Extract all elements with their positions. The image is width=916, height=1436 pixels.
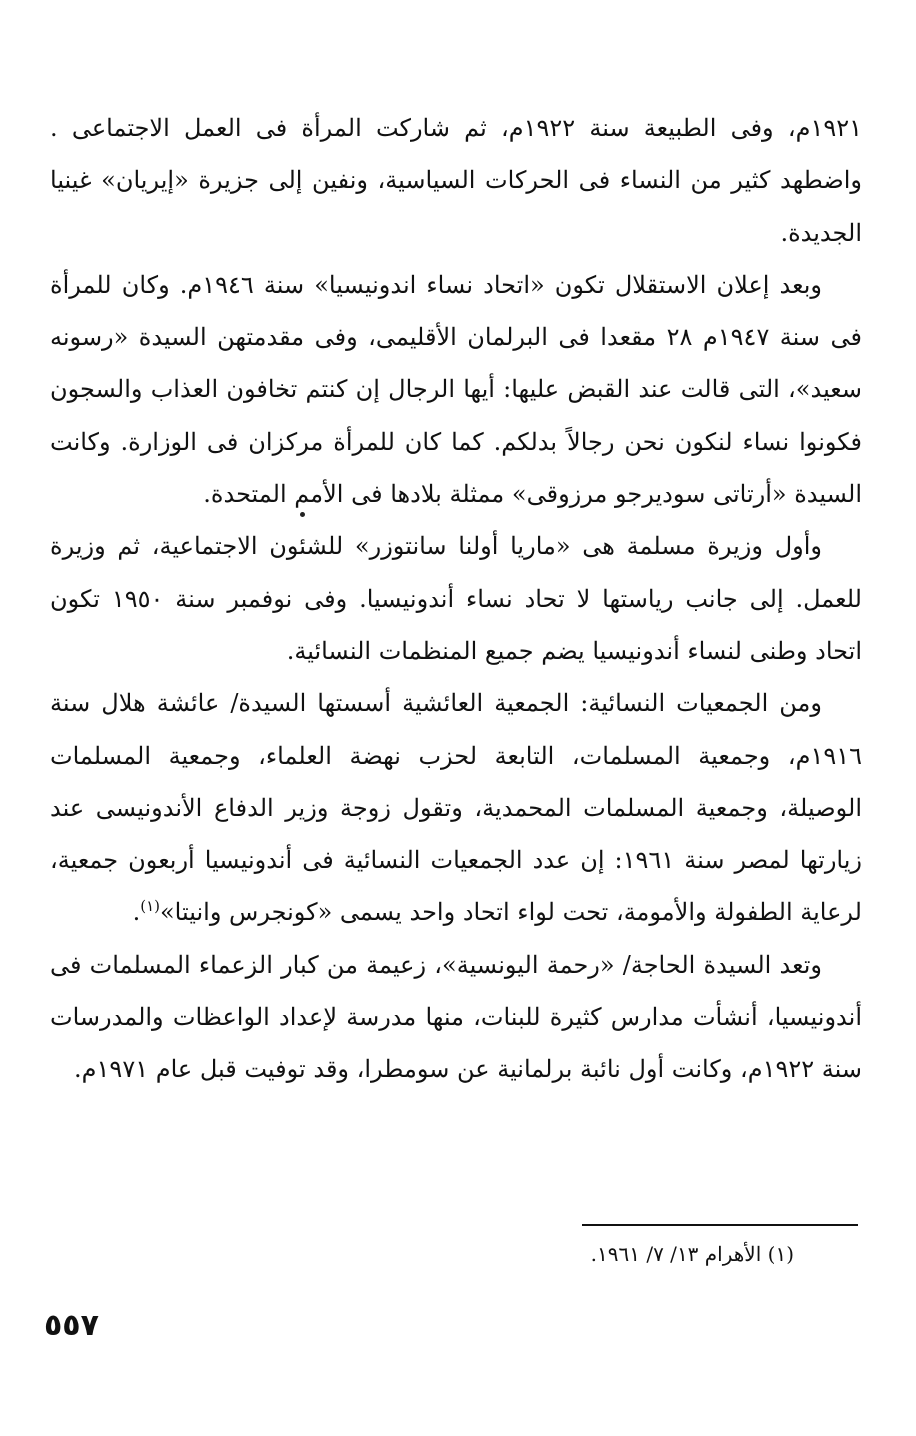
footnote-divider	[582, 1224, 858, 1226]
paragraph-4	[50, 677, 862, 938]
paragraph-4-end: .	[132, 898, 141, 927]
paragraph-4-text: ومن الجمعيات النسائية: الجمعية العائشية أسستها السيدة/ عائشة هلال سنة ١٩١٦م، وجمعية المسلمات، التابعة لحزب نهضة العلماء، وجمعية المسلمات الوصيلة، وجمعية المسلمات المحمدية، وتقول زوجة وزير الدفاع الأندونيسى عند زيارتها لمصر سنة ١٩٦١: إن عدد الجمعيات النسائية فى أندونيسيا أربعون جمعية، لرعاية الطفولة والأمومة، تحت لواء اتحاد واحد يسمى «كونجرس وانيتا»	[50, 689, 863, 927]
footnote-reference: (١)	[140, 897, 160, 916]
main-text	[50, 102, 862, 1096]
paragraph-1: ١٩٢١م، وفى الطبيعة سنة ١٩٢٢م، ثم شاركت المرأة فى العمل الاجتماعى . واضطهد كثير من النساء فى الحركات السياسية، ونفين إلى جزيرة «إيريان» غينيا الجديدة.	[50, 114, 862, 247]
page-number: ٥٥٧	[44, 1308, 99, 1343]
footnote: (١) الأهرام ١٣/ ٧/ ١٩٦١.	[590, 1242, 794, 1266]
paragraph-5: وتعد السيدة الحاجة/ «رحمة اليونسية»، زعيمة من كبار الزعماء المسلمات فى أندونيسيا، أنشأت مدارس كثيرة للبنات، منها مدرسة لإعداد الواعظات والمدرسات سنة ١٩٢٢م، وكانت أول نائبة برلمانية عن سومطرا، وقد توفيت قبل عام ١٩٧١م.	[50, 950, 862, 1084]
paragraph-3: وأول وزيرة مسلمة هى «ماريا أولنا سانتوزر» للشئون الاجتماعية، ثم وزيرة للعمل. إلى جانب رياستها لا تحاد نساء أندونيسيا. وفى نوفمبر سنة ١٩٥٠ تكون اتحاد وطنى لنساء أندونيسيا يضم جميع المنظمات النسائية.	[50, 532, 862, 665]
paragraph-2: وبعد إعلان الاستقلال تكون «اتحاد نساء اندونيسيا» سنة ١٩٤٦م. وكان للمرأة فى سنة ١٩٤٧م ٢٨ مقعدا فى البرلمان الأقليمى، وفى مقدمتهن السيدة «رسونه سعيد»، التى قالت عند القبض عليها: أيها الرجال إن كنتم تخافون العذاب والسجون فكونوا نساء لنكون نحن رجالاً بدلكم. كما كان للمرأة مركزان فى الوزارة. وكانت السيدة «أرتاتى سوديرجو مرزوقى» ممثلة بلادها فى الأمم المتحدة.	[50, 270, 862, 509]
print-speck	[300, 512, 305, 517]
